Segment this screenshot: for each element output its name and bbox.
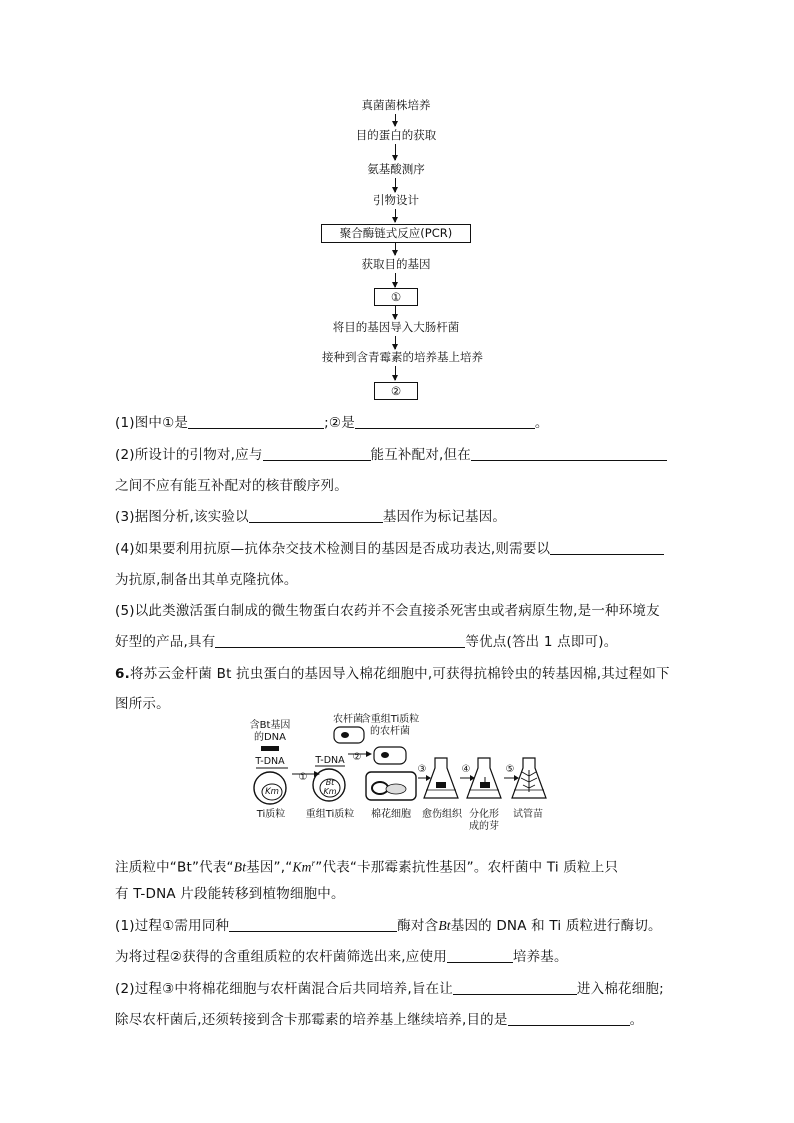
flow-arrow <box>395 243 396 255</box>
label-agrobacterium: 农杆菌 <box>333 714 363 725</box>
label-agro-recombinant-1: 含重组Ti质粒 <box>360 714 420 725</box>
label-callus: 愈伤组织 <box>422 809 462 820</box>
label-cotton-cell: 棉花细胞 <box>371 809 411 820</box>
recombinant-agrobacterium <box>374 747 406 764</box>
q6-note-text-c: ”代表“卡那霉素抗性基因”。农杆菌中 Ti 质粒上只 <box>315 859 619 876</box>
label-ti-plasmid: Ti质粒 <box>256 809 286 820</box>
q5-item-1-text: (1)图中①是 <box>115 415 189 431</box>
flow-arrow <box>395 306 396 319</box>
q6-item-2-text: (2)过程③中将棉花细胞与农杆菌混合后共同培养,旨在让 <box>115 981 453 997</box>
label-step-3: ③ <box>417 764 427 775</box>
q6-intro <box>115 664 670 684</box>
flow-arrow <box>395 273 396 287</box>
q6-item-1-cont <box>115 947 568 967</box>
q6-intro-text: 将苏云金杆菌 Bt 抗虫蛋白的基因导入棉花细胞中,可获得抗棉铃虫的转基因棉,其过程如下 <box>129 666 670 682</box>
answer-blank[interactable] <box>453 980 577 995</box>
label-tdna-2: T-DNA <box>315 755 345 766</box>
cotton-cell-vacuole <box>386 784 406 794</box>
q6-note-km: Km <box>292 859 312 875</box>
answer-blank[interactable] <box>263 446 371 461</box>
label-km-2: Km <box>323 787 337 796</box>
recombinant-agro-plasmid <box>381 752 389 758</box>
answer-blank[interactable] <box>508 1011 630 1026</box>
q5-item-2 <box>115 445 667 465</box>
label-step-2: ② <box>352 752 362 763</box>
answer-blank[interactable] <box>215 633 465 648</box>
q6-item-1-text-d: 为将过程②获得的含重组质粒的农杆菌筛选出来,应使用 <box>115 949 447 965</box>
callus-tissue <box>436 782 446 788</box>
q5-item-1-end: 。 <box>534 415 549 431</box>
flow-arrow <box>395 144 396 160</box>
q5-item-4-cont: 为抗原,制备出其单克隆抗体。 <box>115 572 298 588</box>
flow-box-pcr: 聚合酶链式反应(PCR) <box>321 224 471 243</box>
label-tdna-1: T-DNA <box>255 756 285 767</box>
flow-step-protein: 目的蛋白的获取 <box>355 128 437 142</box>
q5-item-2-text-b: 能互补配对,但在 <box>370 447 471 463</box>
label-bud-1: 分化形 <box>469 809 499 820</box>
label-recombinant-plasmid: 重组Ti质粒 <box>305 809 355 820</box>
label-dna-2: 的DNA <box>253 732 287 743</box>
q6-note-text: 注质粒中“Bt”代表“ <box>115 859 234 876</box>
q5-item-3-text-b: 基因作为标记基因。 <box>382 509 507 525</box>
q6-item-2-cont <box>115 1010 643 1030</box>
q5-item-5: (5)以此类激活蛋白制成的微生物蛋白农药并不会直接杀死害虫或者病原生物,是一种环境友 <box>115 603 660 619</box>
agrobacterium-plasmid <box>341 732 349 738</box>
q5-item-5-cont <box>115 632 617 652</box>
q6-note-text-b: 基因”,“ <box>246 859 293 876</box>
q6-note <box>115 853 618 878</box>
q5-item-1-text-b: ;②是 <box>324 415 355 431</box>
q6-item-1-text-b: 酶对含 <box>397 918 439 934</box>
q6-item-1-text-c: 基因的 DNA 和 Ti 质粒进行酶切。 <box>450 918 662 934</box>
flow-arrow <box>395 178 396 192</box>
flow-box-2: ② <box>374 382 418 400</box>
q6-item-2-text-b: 进入棉花细胞; <box>576 981 664 997</box>
answer-blank[interactable] <box>355 414 535 429</box>
label-step-5: ⑤ <box>505 764 515 775</box>
cotton-cell-nucleus <box>372 782 388 794</box>
q5-item-1 <box>115 413 549 433</box>
q6-item-1-bt: Bt <box>438 918 451 933</box>
q6-item-1-text-e: 培养基。 <box>512 949 568 965</box>
answer-blank[interactable] <box>550 540 664 555</box>
bt-gene-fragment <box>261 746 279 751</box>
flow-arrow <box>395 209 396 222</box>
flow-arrow <box>395 366 396 380</box>
label-dna-1: 含Bt基因 <box>249 720 291 731</box>
bud-tissue <box>480 782 490 788</box>
q5-item-4 <box>115 539 664 559</box>
q5-item-2-text: (2)所设计的引物对,应与 <box>115 447 263 463</box>
flow-step-inoculate: 接种到含青霉素的培养基上培养 <box>322 350 483 364</box>
label-step-1: ① <box>298 772 308 783</box>
label-km-1: Km <box>265 787 279 797</box>
label-step-4: ④ <box>461 764 471 775</box>
flow-step-primer: 引物设计 <box>373 193 419 207</box>
q6-intro-cont: 图所示。 <box>115 696 170 712</box>
transgenic-process-diagram <box>248 714 548 842</box>
q6-item-1-text: (1)过程①需用同种 <box>115 918 230 934</box>
answer-blank[interactable] <box>471 446 667 461</box>
label-plantlet: 试管苗 <box>513 809 543 820</box>
flow-step-sequencing: 氨基酸测序 <box>367 162 425 176</box>
q5-item-5-text-b: 等优点(答出 1 点即可)。 <box>465 634 618 650</box>
q5-item-5-text: 好型的产品,具有 <box>115 634 216 650</box>
q5-item-2-cont: 之间不应有能互补配对的核苷酸序列。 <box>115 478 348 494</box>
label-bud-2: 成的芽 <box>469 821 499 832</box>
step-2-arrowhead <box>366 751 372 757</box>
answer-blank[interactable] <box>447 948 513 963</box>
q6-item-1 <box>115 916 662 936</box>
flow-box-1: ① <box>374 288 418 306</box>
answer-blank[interactable] <box>249 508 383 523</box>
flow-step-transform: 将目的基因导入大肠杆菌 <box>332 320 460 334</box>
q6-item-2-text-c: 除尽农杆菌后,还须转接到含卡那霉素的培养基上继续培养,目的是 <box>115 1012 508 1028</box>
question-number: 6. <box>115 666 130 682</box>
q6-item-2-end: 。 <box>629 1012 644 1028</box>
flow-arrow <box>395 336 396 349</box>
label-bt-in-plasmid: Bt <box>325 778 335 787</box>
answer-blank[interactable] <box>188 414 324 429</box>
flow-step-gene: 获取目的基因 <box>361 257 431 271</box>
q6-note-bt: Bt <box>233 859 247 875</box>
q5-item-4-text: (4)如果要利用抗原—抗体杂交技术检测目的基因是否成功表达,则需要以 <box>115 541 551 557</box>
q6-note-cont: 有 T-DNA 片段能转移到植物细胞中。 <box>115 886 345 902</box>
flow-step-culture: 真菌菌株培养 <box>361 98 431 112</box>
q6-item-2 <box>115 979 664 999</box>
flow-arrow <box>395 114 396 126</box>
label-agro-recombinant-2: 的农杆菌 <box>370 726 410 737</box>
q5-item-3-text: (3)据图分析,该实验以 <box>115 509 249 525</box>
q6-note-km-sup: r <box>311 858 316 868</box>
q5-item-3 <box>115 507 506 527</box>
answer-blank[interactable] <box>229 917 397 932</box>
